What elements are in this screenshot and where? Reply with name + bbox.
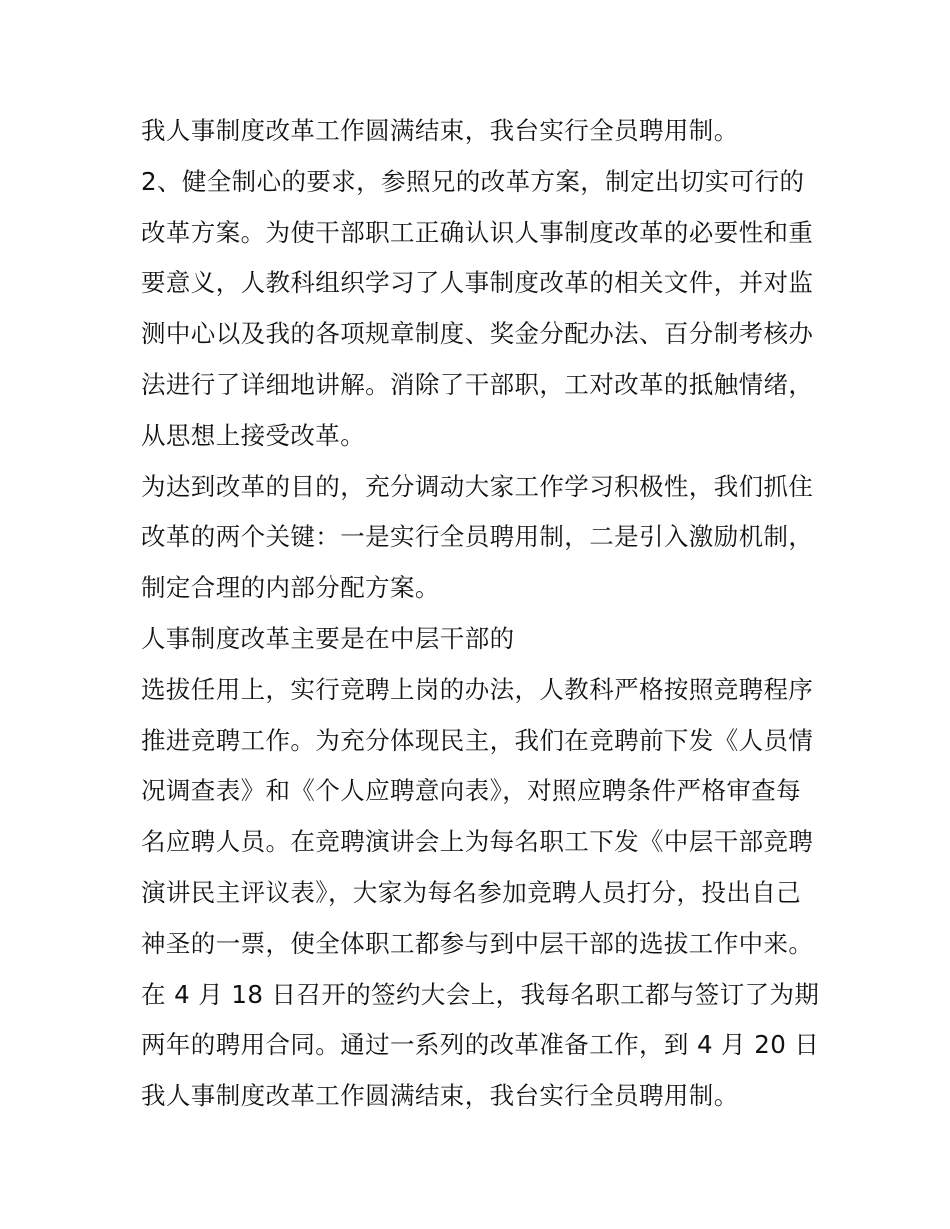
text-line: 改革方案。为使干部职工正确认识人事制度改革的必要性和重 xyxy=(141,217,814,247)
text-line: 我人事制度改革工作圆满结束，我台实行全员聘用制。 xyxy=(141,1081,739,1111)
text-line: 神圣的一票，使全体职工都参与到中层干部的选拔工作中来。 xyxy=(141,928,814,958)
text-line: 演讲民主评议表》，大家为每名参加竞聘人员打分，投出自己 xyxy=(141,877,802,907)
text-line: 2、健全制心的要求，参照兄的改革方案，制定出切实可行的 xyxy=(141,166,805,196)
text-line: 要意义，人教科组织学习了人事制度改革的相关文件，并对监 xyxy=(141,268,814,298)
document-body xyxy=(141,106,821,1122)
text-line: 法进行了详细地讲解。消除了干部职，工对改革的抵触情绪， xyxy=(141,369,814,399)
text-line: 两年的聘用合同。通过一系列的改革准备工作，到 4 月 20 日 xyxy=(141,1030,820,1060)
text-line: 我人事制度改革工作圆满结束，我台实行全员聘用制。 xyxy=(141,116,739,145)
text-line: 改革的两个关键：一是实行全员聘用制，二是引入激励机制， xyxy=(141,522,814,552)
text-line: 在 4 月 18 日召开的签约大会上，我每名职工都与签订了为期 xyxy=(141,979,820,1009)
text-line: 从思想上接受改革。 xyxy=(141,420,366,450)
text-line: 制定合理的内部分配方案。 xyxy=(141,573,440,603)
text-line: 为达到改革的目的，充分调动大家工作学习积极性，我们抓住 xyxy=(141,471,814,501)
text-line: 人事制度改革主要是在中层干部的 xyxy=(141,623,515,653)
text-line: 选拔任用上，实行竞聘上岗的办法，人教科严格按照竞聘程序 xyxy=(141,674,814,704)
text-line: 推进竞聘工作。为充分体现民主，我们在竞聘前下发《人员情 xyxy=(141,725,814,755)
text-line: 况调查表》和《个人应聘意向表》，对照应聘条件严格审查每 xyxy=(141,776,802,806)
text-line: 测中心以及我的各项规章制度、奖金分配办法、百分制考核办 xyxy=(141,319,814,349)
text-line: 名应聘人员。在竞聘演讲会上为每名职工下发《中层干部竞聘 xyxy=(141,827,814,857)
